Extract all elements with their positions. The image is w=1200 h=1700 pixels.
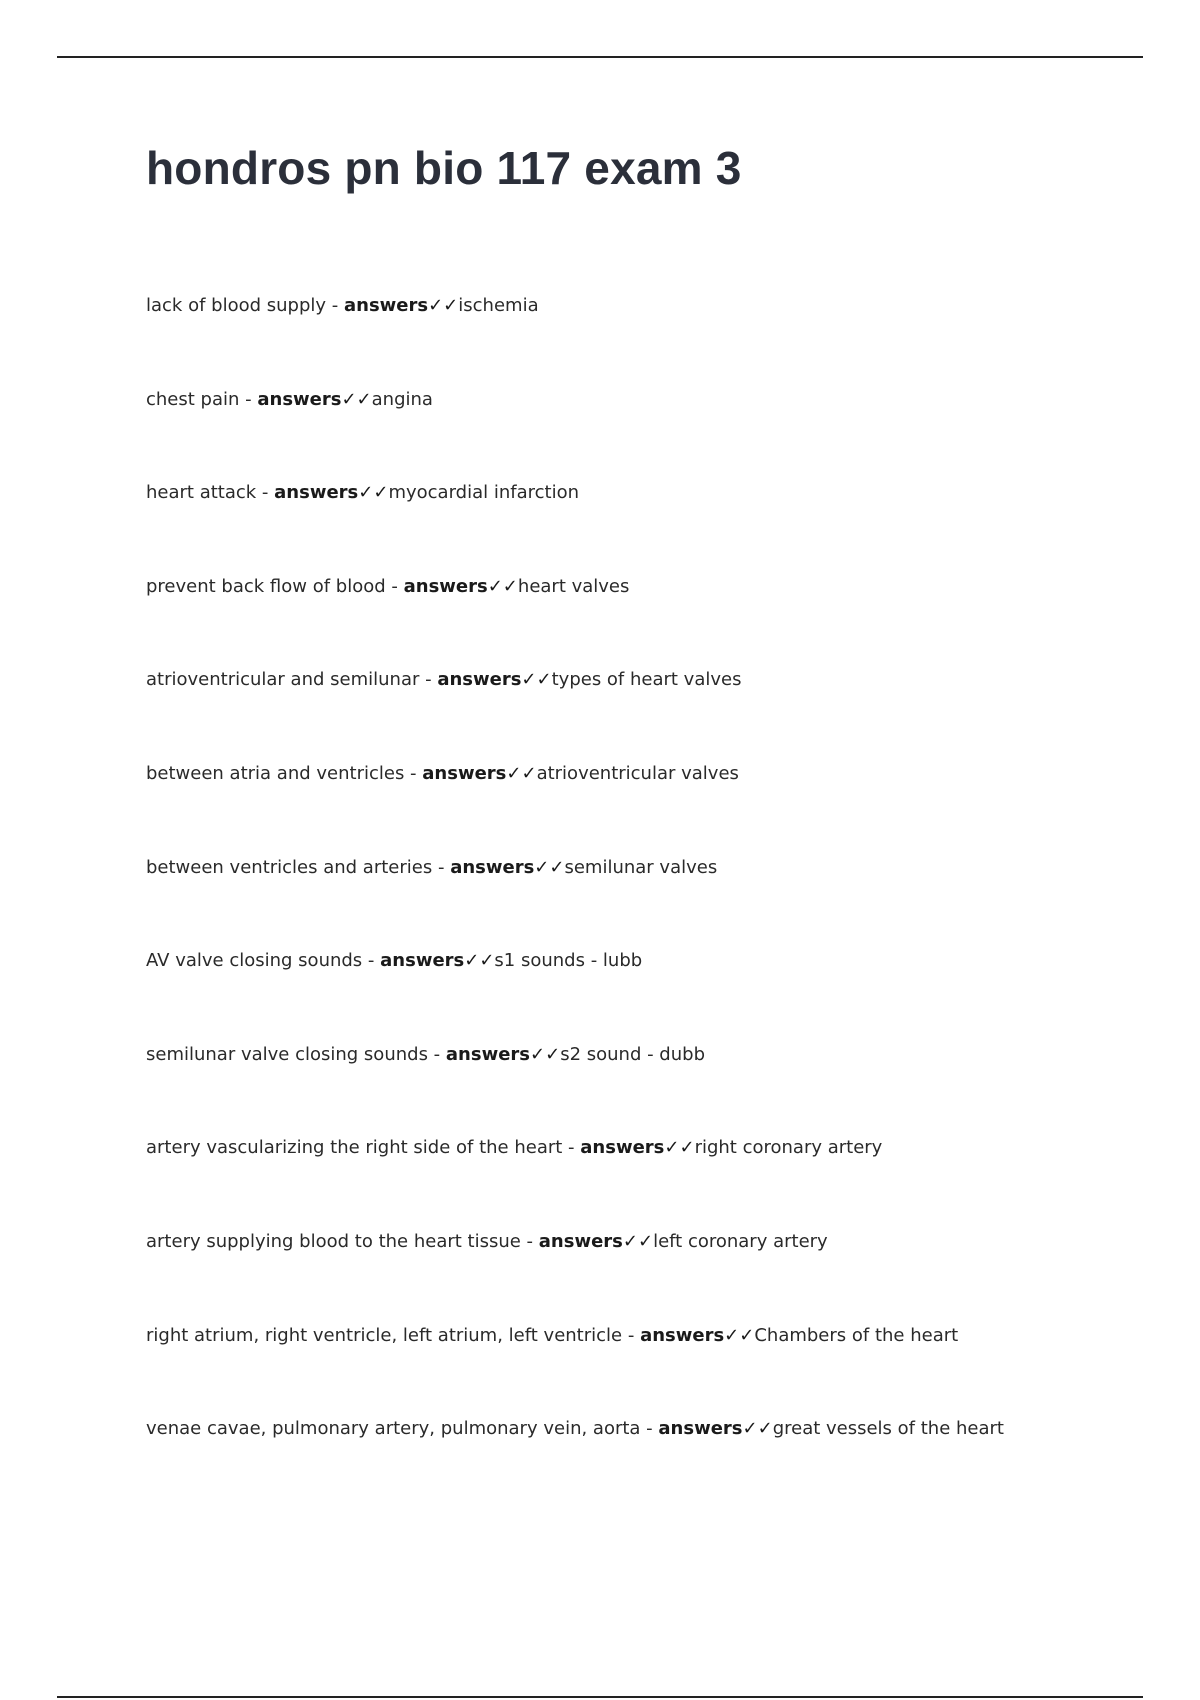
- answer-separator: answers✓✓: [257, 388, 372, 410]
- answer-separator: answers✓✓: [580, 1137, 695, 1159]
- list-item: AV valve closing sounds - answers✓✓s1 sounds - lubb: [146, 950, 643, 972]
- list-item: artery supplying blood to the heart tissue - answers✓✓left coronary artery: [146, 1230, 828, 1252]
- answer-text: left coronary artery: [653, 1230, 828, 1252]
- top-rule: [57, 56, 1143, 58]
- term-text: heart attack: [146, 482, 257, 504]
- answer-text: heart valves: [517, 575, 630, 597]
- term-text: artery supplying blood to the heart tissue: [146, 1230, 521, 1252]
- term-text: lack of blood supply: [146, 295, 327, 316]
- list-item: prevent back flow of blood - answers✓✓heart valves: [146, 575, 630, 597]
- answer-separator: answers✓✓: [380, 950, 495, 972]
- answer-text: great vessels of the heart: [772, 1418, 1004, 1440]
- answer-separator: answers✓✓: [450, 856, 565, 878]
- list-item: lack of blood supply - answers✓✓ischemia: [146, 295, 539, 316]
- term-text: artery vascularizing the right side of the heart: [146, 1137, 563, 1159]
- list-item: artery vascularizing the right side of the heart - answers✓✓right coronary artery: [146, 1137, 883, 1159]
- answer-separator: answers✓✓: [538, 1230, 654, 1252]
- answer-separator: answers✓✓: [422, 762, 537, 784]
- qa-list: [146, 293, 1146, 1510]
- term-text: AV valve closing sounds: [146, 950, 363, 972]
- list-item: atrioventricular and semilunar - answers✓✓types of heart valves: [146, 669, 742, 691]
- term-text: venae cavae, pulmonary artery, pulmonary vein, aorta: [146, 1418, 641, 1440]
- answer-text: myocardial infarction: [388, 482, 579, 504]
- term-text: prevent back flow of blood: [146, 575, 386, 597]
- answer-text: semilunar valves: [564, 856, 718, 878]
- list-item: heart attack - answers✓✓myocardial infarction: [146, 482, 579, 504]
- term-text: between atria and ventricles: [146, 762, 405, 784]
- answer-text: s2 sound - dubb: [560, 1043, 705, 1065]
- term-text: semilunar valve closing sounds: [146, 1043, 428, 1065]
- answer-text: Chambers of the heart: [754, 1324, 959, 1346]
- list-item: semilunar valve closing sounds - answers✓✓s2 sound - dubb: [146, 1043, 705, 1065]
- term-text: right atrium, right ventricle, left atrium, left ventricle: [146, 1324, 623, 1346]
- term-text: atrioventricular and semilunar: [146, 669, 420, 691]
- list-item: chest pain - answers✓✓angina: [146, 388, 433, 410]
- answer-text: atrioventricular valves: [536, 762, 739, 784]
- answer-separator: answers✓✓: [658, 1418, 773, 1440]
- answer-separator: answers✓✓: [274, 482, 389, 504]
- list-item: between ventricles and arteries - answers✓✓semilunar valves: [146, 856, 718, 878]
- answer-separator: answers✓✓: [344, 295, 459, 316]
- bottom-rule: [57, 1696, 1143, 1698]
- answer-text: angina: [371, 388, 433, 410]
- answer-text: ischemia: [458, 295, 539, 316]
- term-text: between ventricles and arteries: [146, 856, 433, 878]
- answer-text: types of heart valves: [551, 669, 742, 691]
- answer-text: s1 sounds - lubb: [494, 950, 643, 972]
- list-item: right atrium, right ventricle, left atrium, left ventricle - answers✓✓Chambers of the heart: [146, 1324, 959, 1346]
- answer-separator: answers✓✓: [640, 1324, 755, 1346]
- page-title: hondros pn bio 117 exam 3: [146, 142, 742, 194]
- answer-separator: answers✓✓: [437, 669, 552, 691]
- list-item: venae cavae, pulmonary artery, pulmonary vein, aorta - answers✓✓great vessels of the heart: [146, 1418, 1004, 1440]
- list-item: between atria and ventricles - answers✓✓atrioventricular valves: [146, 762, 739, 784]
- term-text: chest pain: [146, 388, 240, 410]
- answer-separator: answers✓✓: [403, 575, 518, 597]
- answer-separator: answers✓✓: [445, 1043, 561, 1065]
- answer-text: right coronary artery: [694, 1137, 883, 1159]
